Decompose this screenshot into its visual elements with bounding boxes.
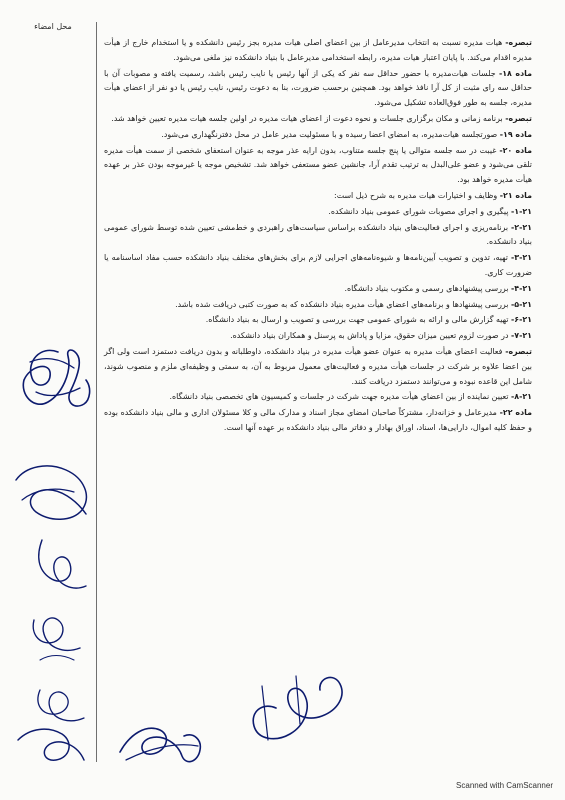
paragraph xyxy=(104,329,532,344)
paragraph xyxy=(104,144,532,188)
scanner-watermark: Scanned with CamScanner xyxy=(456,781,553,790)
signature-2 xyxy=(16,466,86,519)
signature-column-divider xyxy=(96,22,97,762)
signature-4 xyxy=(33,618,80,650)
paragraph-text: تهیه، تدوین و تصویب آیین‌نامه‌ها و شیوه‌نامه‌های اجرایی لازم برای بخش‌های مختلف بنیاد دانشکده حسب مفاد اساسنامه یا ضرورت کاری. xyxy=(104,253,532,277)
paragraph-text: هیات مدیره نسبت به انتخاب مدیرعامل از بین اعضای اصلی هیات مدیره بجز رئیس دانشکده و یا استخدام خارج از هیأت مدیره اقدام می‌کند. با پایان اعتبار هیات مدیره، رابطه استخدامی مدیرعامل با بنیاد دانشکده نیز ملغی می‌شود. xyxy=(104,38,532,62)
paragraph xyxy=(104,36,532,66)
paragraph-text: پیگیری و اجرای مصوبات شورای عمومی بنیاد دانشکده. xyxy=(328,206,509,216)
paragraph-text: تهیه گزارش مالی و ارائه به شورای عمومی جهت بررسی و تصویب و ارسال به بنیاد دانشگاه. xyxy=(205,315,509,325)
paragraph xyxy=(104,406,532,436)
paragraph xyxy=(104,282,532,297)
paragraph-text: غیبت در سه جلسه متوالی یا پنج جلسه متناوب، بدون ارایه عذر موجه به عنوان استعفای شخصی از سمت هیأت مدیره تلقی می‌شود و عضو علی‌البدل به ترتیب تقدم آرا، جانشین عضو مستعفی خواهد شد. تشخیص موجه یا غیرموجه بودن عذر بر عهده هیأت مدیره خواهد بود. xyxy=(104,145,532,185)
paragraph-text: فعالیت اعضای هیأت مدیره به عنوان عضو هیأت مدیره در بنیاد دانشکده، داوطلبانه و بدون دریافت دستمزد است ولی اگر بین اعضا علاوه بر شرکت در جلسات هیأت مدیره و فعالیت‌های معمول مربوط به آن، به سمتی و وظیفه‌ای ملزم و منصوب شوند، شامل این قاعده نبوده و می‌توانند دستمزد دریافت کنند. xyxy=(104,346,532,386)
paragraph-text: صورتجلسه هیات‌مدیره، به امضای اعضا رسیده و با مسئولیت مدیر عامل در محل دفترنگهداری می‌شود. xyxy=(161,129,498,139)
paragraph-text: بررسی پیشنهادها و برنامه‌های اعضای هیأت مدیره بنیاد دانشکده که به صورت کتبی دریافت شده باشد. xyxy=(175,299,509,309)
paragraph xyxy=(104,313,532,328)
paragraph-label: ۴-۲۱- xyxy=(510,283,532,293)
paragraph xyxy=(104,112,532,127)
paragraph xyxy=(104,390,532,405)
paragraph xyxy=(104,221,532,251)
paragraph xyxy=(104,189,532,204)
paragraph-text: مدیرعامل و خزانه‌دار، مشترکاً صاحبان امضای مجاز اسناد و مدارک مالی و کلا مسئولان اداری و مالی بنیاد دانشکده بوده و حفظ کلیه اموال، دارایی‌ها، اسناد، اوراق بهادار و دفاتر مالی بنیاد دانشکده بر عهده آنها است. xyxy=(104,408,532,432)
paragraph-text: جلسات هیات‌مدیره با حضور حداقل سه نفر که یکی از آنها رئیس یا نایب رئیس باشد، رسمیت یافته و مصوبات آن با حداقل سه رای مثبت از کل آرا نافذ خواهد بود. همچنین برحسب ضرورت، بنا به دعوت رئیس، نایب رئیس یا دو نفر از اعضای هیأت مدیره، جلسه به طور فوق‌العاده تشکیل می‌شود. xyxy=(104,68,532,108)
signature-5 xyxy=(38,690,84,721)
paragraph-label: ماده ۱۹- xyxy=(499,129,532,139)
paragraph-label: ۵-۲۱- xyxy=(510,299,532,309)
paragraph-label: ۲-۲۱- xyxy=(510,222,532,232)
paragraph-text: بررسی پیشنهادهای رسمی و مکتوب بنیاد دانشگاه. xyxy=(344,283,509,293)
paragraph xyxy=(104,298,532,313)
signature-2-stroke xyxy=(22,489,74,500)
paragraph-text: برنامه زمانی و مکان برگزاری جلسات و نحوه دعوت از اعضای هیات مدیره در اولین جلسه هیات مدیره تعیین خواهد شد. xyxy=(111,113,503,123)
paragraph-label: ماده ۲۰- xyxy=(499,145,533,155)
document-body xyxy=(104,36,532,736)
paragraph-label: ۳-۲۱- xyxy=(510,253,532,263)
signature-6-stroke xyxy=(126,745,198,760)
paragraph xyxy=(104,67,532,111)
paragraph xyxy=(104,205,532,220)
paragraph-label: تبصره- xyxy=(505,346,532,356)
paragraph-label: ماده ۲۱- xyxy=(499,190,532,200)
paragraph xyxy=(104,128,532,143)
signature-1 xyxy=(23,350,89,406)
signature-column-label: محل امضاء xyxy=(34,22,72,31)
paragraph-text: تعیین نماینده از بین اعضای هیأت مدیره جهت شرکت در جلسات و کمیسیون های تخصصی بنیاد دانشگاه. xyxy=(169,392,509,402)
paragraph-label: تبصره- xyxy=(505,38,532,47)
signature-1-stroke xyxy=(30,359,80,396)
paragraph-text: برنامه‌ریزی و اجرای فعالیت‌های بنیاد دانشکده براساس سیاست‌های راهبردی و خط‌مشی تعیین شده توسط شورای عمومی بنیاد دانشکده. xyxy=(104,222,532,247)
paragraph-label: ۸-۲۱- xyxy=(510,392,532,402)
paragraph xyxy=(104,251,532,281)
signature-8 xyxy=(18,729,84,760)
paragraph-label: تبصره- xyxy=(505,113,532,123)
paragraph-label: ماده ۲۲- xyxy=(499,408,532,418)
paragraph-label: ۷-۲۱- xyxy=(510,331,532,341)
paragraph-text: در صورت لزوم تعیین میزان حقوق، مزایا و پاداش به پرسنل و همکاران بنیاد دانشکده. xyxy=(230,331,509,341)
paragraph-label: ۶-۲۱- xyxy=(510,315,532,325)
signature-4-stroke xyxy=(40,656,74,661)
paragraph-label: ماده ۱۸- xyxy=(498,68,532,78)
paragraph-text: وظایف و اختیارات هیات مدیره به شرح ذیل است: xyxy=(334,190,498,200)
signature-3 xyxy=(39,540,86,588)
paragraph xyxy=(104,345,532,389)
paragraph-label: ۱-۲۱- xyxy=(510,206,532,216)
